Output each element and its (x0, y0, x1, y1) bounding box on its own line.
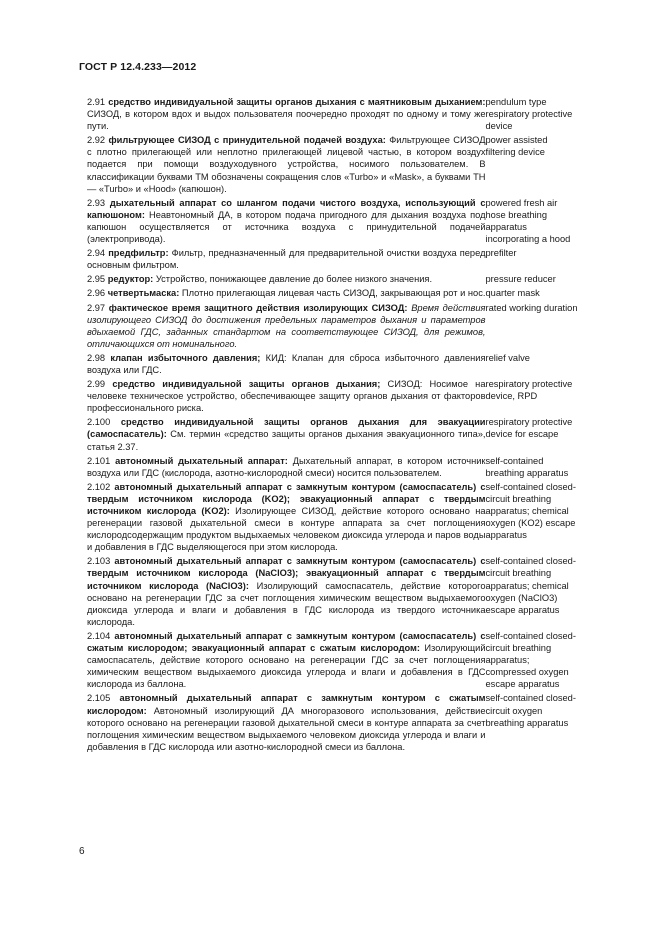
english-equivalent: self-contained closed-circuit breathing apparatus; compressed oxygen escape apparatus (485, 630, 576, 690)
term-definition: Неавтономный ДА, в котором подача пригодного для дыхания воздуха под капюшон осуществляется от источника воздуха с принудительной подачей (электропривода). (87, 209, 486, 245)
term-definition: Плотно прилегающая лицевая часть СИЗОД, закрывающая рот и нос. (181, 288, 486, 299)
english-equivalent: pressure reducer (485, 274, 556, 285)
english-equivalent: self-contained closed-circuit oxygen breathing apparatus (485, 693, 576, 728)
english-equivalent: quarter mask (485, 288, 540, 299)
term-title: дыхательный аппарат со шлангом подачи чистого воздуха, использующий с капюшоном: (87, 197, 486, 220)
english-equivalent: self-contained breathing apparatus (485, 455, 569, 478)
term-definition: Изолирующий самоспасатель, действие которого основано на регенерации ГДС за счет поглощения химическим веществом выдыхаемого диоксида углерода и влаги и добавления в ГДС кислорода из баллона. (87, 643, 486, 690)
english-equivalent: relief valve (485, 352, 530, 363)
terms-list (87, 96, 579, 755)
term-number: 2.104 (87, 630, 111, 641)
term-entry-2-94 (87, 247, 579, 271)
term-entry-2-104 (87, 630, 579, 690)
term-number: 2.100 (87, 417, 111, 428)
term-title: редуктор: (107, 274, 154, 285)
term-title: автономный дыхательный аппарат с замкнутым контуром с сжатым кислородом: (87, 693, 486, 716)
term-number: 2.99 (87, 379, 106, 390)
term-entry-2-92 (87, 134, 579, 194)
term-entry-2-97 (87, 302, 579, 350)
term-definition: Устройство, понижающее давление до более низкого значения. (155, 274, 433, 285)
english-equivalent: rated working duration (485, 302, 578, 313)
term-definition: СИЗОД: Носимое на человеке техническое устройство, обеспечивающее защиту органов дыхания от факторов профессионального риска. (87, 379, 486, 414)
term-number: 2.98 (87, 352, 106, 363)
term-definition: Изолирующий самоспасатель, действие которого основано на регенерации ГДС за счет поглощения химическим веществом выдыхаемого диоксида углерода и влаги и добавления в ГДС кислорода из твердого источника кислорода. (87, 580, 486, 627)
term-title: автономный дыхательный аппарат с замкнутым контуром (самоспасатель) с твердым источником кислорода (KO2); эвакуационный аппарат с твердым источником кислорода (KO2): (87, 481, 486, 516)
term-definition: Время действия изолирующего СИЗОД до достижения предельных параметров дыхания и параметров вдыхаемой ГДС, заданных стандартом на соответствующее СИЗОД, для режимов, отличающихся от номинального. (87, 302, 486, 349)
term-title: четвертьмаска: (107, 288, 180, 299)
term-definition: Фильтр, предназначенный для предварительной очистки воздуха перед основным фильтром. (87, 248, 486, 271)
term-number: 2.96 (87, 288, 106, 299)
term-entry-2-102 (87, 481, 579, 554)
term-number: 2.93 (87, 197, 106, 208)
term-number: 2.92 (87, 135, 106, 146)
term-entry-2-105 (87, 692, 579, 752)
term-number: 2.91 (87, 97, 106, 107)
english-equivalent: prefilter (485, 248, 517, 259)
document-header: ГОСТ Р 12.4.233—2012 (79, 61, 197, 73)
english-equivalent: respiratory protective device for escape (485, 417, 573, 440)
term-definition: КИД: Клапан для сброса избыточного давления воздуха или ГДС. (87, 352, 486, 375)
term-title: предфильтр: (108, 248, 169, 259)
term-number: 2.101 (87, 455, 111, 466)
term-title: фильтрующее СИЗОД с принудительной подачей воздуха: (108, 135, 386, 146)
term-entry-2-99 (87, 378, 579, 414)
term-entry-2-93 (87, 197, 579, 245)
english-equivalent: respiratory protective device, RPD (485, 379, 573, 402)
term-definition: См. термин «средство защиты органов дыхания эвакуационного типа», статья 2.37. (87, 429, 486, 452)
term-title: автономный дыхательный аппарат: (115, 455, 288, 466)
page-number: 6 (79, 846, 85, 857)
term-title: клапан избыточного давления; (110, 352, 261, 363)
term-title: средство индивидуальной защиты органов дыхания; (112, 379, 381, 390)
term-definition: Фильтрующее СИЗОД с плотно прилегающей или неплотно прилегающей лицевой частью, в котором воздух подается при помощи воздуходувного устройства, носимого пользователем. В классификации буквами ТМ обозначены сокращения слов «Turbo» и «Mask», а буквами ТН — «Turbo» и «Hood» (капюшон). (87, 135, 486, 194)
term-entry-2-95 (87, 273, 579, 285)
term-definition: Автономный изолирующий ДА многоразового использования, действие которого основано на регенерации газовой дыхательной смеси в контуре аппарата за счет поглощения химическим веществом выдыхаемого человеком диоксида углерода и влаги и добавления в ГДС кислорода или азотно-кислородной смеси из баллона. (87, 705, 486, 752)
english-equivalent: self-contained closed-circuit breathing apparatus; chemical oxygen (KO2) escape apparatus (485, 481, 576, 541)
term-definition: Изолирующее СИЗОД, действие которого основано на регенерации газовой дыхательной смеси в контуре аппарата за счет поглощения кислородсодержащим продуктом выдыхаемых человеком диоксида углерода и паров воды и добавления в ГДС выделяющегося при этом кислорода. (87, 506, 486, 553)
term-entry-2-96 (87, 287, 579, 299)
term-title: средство индивидуальной защиты органов дыхания с маятниковым дыханием: (108, 97, 486, 107)
term-entry-2-98 (87, 352, 579, 376)
term-title: автономный дыхательный аппарат с замкнутым контуром (самоспасатель) с сжатым кислородом; эвакуационный аппарат с сжатым кислородом: (87, 630, 486, 654)
term-entry-2-91 (87, 96, 579, 132)
term-entry-2-101 (87, 455, 579, 479)
term-entry-2-103 (87, 555, 579, 628)
term-number: 2.97 (87, 302, 106, 313)
english-equivalent: powered fresh air hose breathing apparatus incorporating a hood (485, 197, 571, 245)
term-definition: Дыхательный аппарат, в котором источник воздуха или ГДС (кислорода, азотно-кислородной смеси) носится пользователем. (87, 455, 486, 478)
english-equivalent: self-contained closed-circuit breathing apparatus; chemical oxygen (NaClO3) escape apparatus (485, 556, 576, 615)
term-number: 2.103 (87, 556, 111, 567)
term-definition: СИЗОД, в котором вдох и выдох пользователя поочередно проходят по одному и тому же пути. (87, 109, 486, 132)
english-equivalent: power assisted filtering device (485, 135, 548, 158)
term-title: средство индивидуальной защиты органов дыхания для эвакуации (самоспасатель): (87, 417, 486, 440)
term-entry-2-100 (87, 416, 579, 452)
term-number: 2.105 (87, 693, 111, 704)
term-title: фактическое время защитного действия изолирующих СИЗОД: (108, 302, 408, 313)
term-title: автономный дыхательный аппарат с замкнутым контуром (самоспасатель) с твердым источником кислорода (NaClO3); эвакуационный аппарат с твердым источником кислорода (NaClO3): (87, 556, 486, 591)
term-number: 2.102 (87, 481, 111, 492)
term-number: 2.95 (87, 274, 106, 285)
term-number: 2.94 (87, 248, 106, 259)
english-equivalent: pendulum type respiratory protective device (485, 97, 573, 132)
